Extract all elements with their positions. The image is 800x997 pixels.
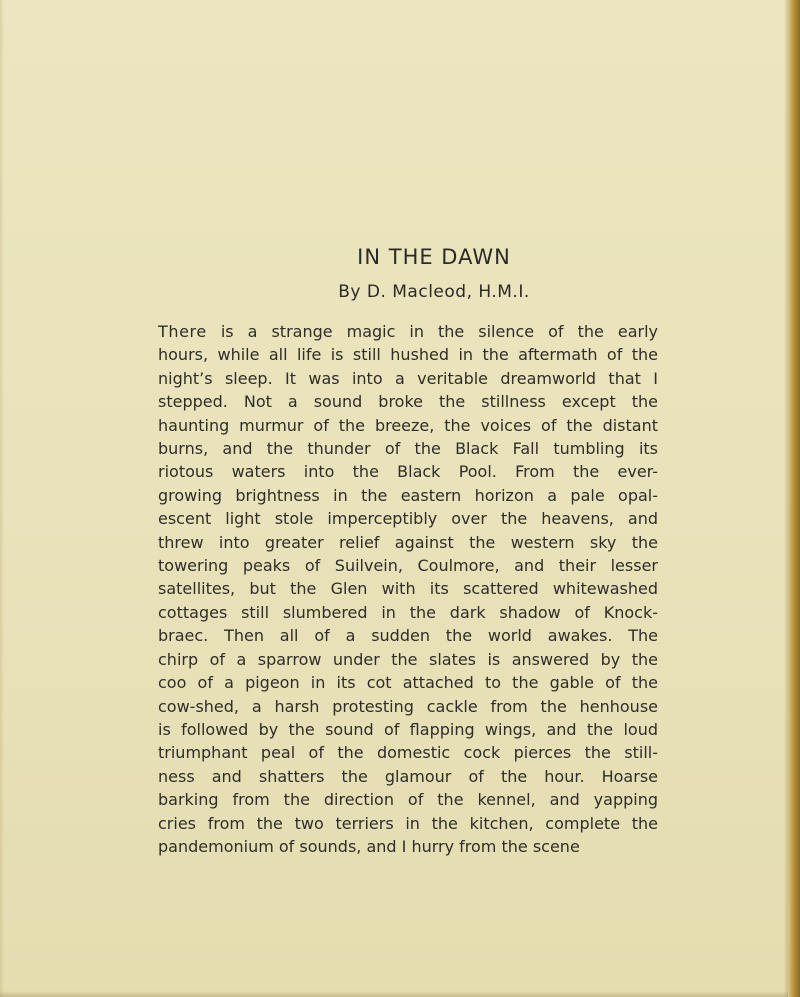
body-line: chirp of a sparrow under the slates is answered by the (158, 649, 658, 669)
body-line: burns, and the thunder of the Black Fall tumbling its (158, 439, 658, 459)
body-line: cries from the two terriers in the kitchen, complete the (158, 813, 658, 833)
author-byline: By D. Macleod, H.M.I. (338, 282, 530, 302)
page-bottom-shadow (0, 991, 788, 997)
body-line: escent light stole imperceptibly over the heavens, and (158, 509, 658, 529)
body-line: cow-shed, a harsh protesting cackle from the henhouse (158, 696, 658, 716)
body-line (158, 320, 658, 343)
body-line: cottages still slumbered in the dark shadow of Knock- (158, 602, 658, 622)
body-line: coo of a pigeon in its cot attached to the gable of the (158, 673, 658, 693)
body-line: stepped. Not a sound broke the stillness except the (158, 392, 658, 412)
chapter-body (158, 320, 658, 858)
body-line: satellites, but the Glen with its scattered whitewashed (158, 579, 658, 599)
body-line: ness and shatters the glamour of the hour. Hoarse (158, 766, 658, 786)
page-edge-binding (788, 0, 800, 997)
body-line: threw into greater relief against the western sky the (158, 532, 658, 552)
body-line: pandemonium of sounds, and I hurry from the scene (158, 836, 580, 856)
first-line-rest: is a strange magic in the silence of the early (206, 322, 658, 341)
body-line: towering peaks of Suilvein, Coulmore, and their lesser (158, 556, 658, 576)
body-line: is followed by the sound of flapping wings, and the loud (158, 719, 658, 739)
page-left-shadow (0, 0, 4, 997)
chapter-title: IN THE DAWN (357, 245, 511, 269)
body-line: braec. Then all of a sudden the world awakes. The (158, 626, 658, 646)
body-line: haunting murmur of the breeze, the voices of the distant (158, 415, 658, 435)
body-line: triumphant peal of the domestic cock pierces the still- (158, 743, 658, 763)
body-line: hours, while all life is still hushed in the aftermath of the (158, 345, 658, 365)
drop-word: There (158, 322, 207, 341)
body-line: riotous waters into the Black Pool. From the ever- (158, 462, 658, 482)
body-line: growing brightness in the eastern horizon a pale opal- (158, 485, 658, 505)
body-line: night’s sleep. It was into a veritable dreamworld that I (158, 368, 658, 388)
body-line: barking from the direction of the kennel, and yapping (158, 790, 658, 810)
